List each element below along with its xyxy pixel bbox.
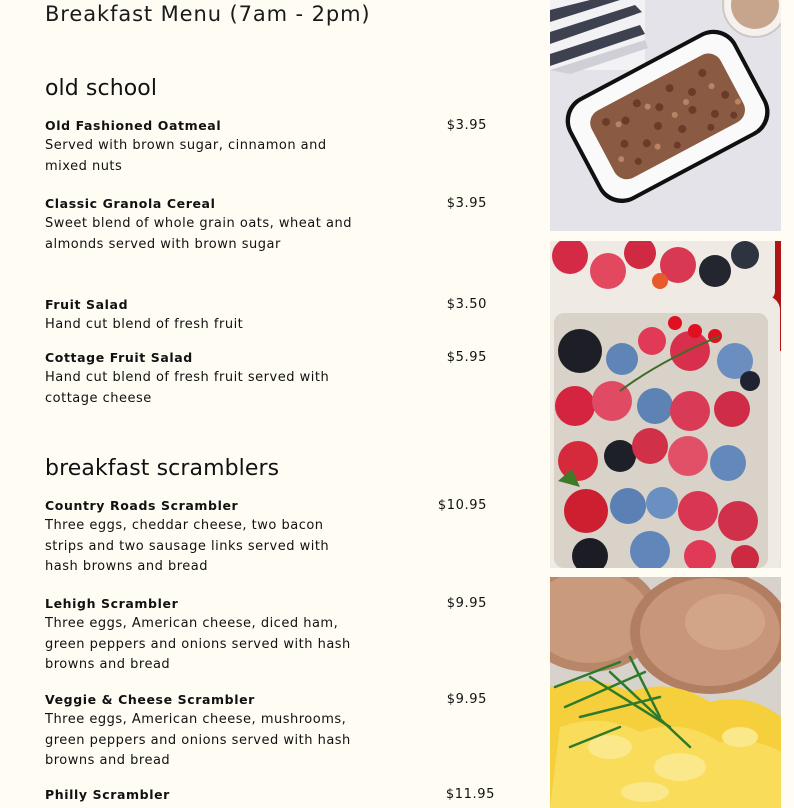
item-name: Fruit Salad: [45, 297, 129, 312]
item-description: Three eggs, American cheese, diced ham, green peppers and onions served with hash browns and bread: [45, 616, 351, 672]
item-name: Old Fashioned Oatmeal: [45, 118, 222, 133]
menu-title: Breakfast Menu (7am - 2pm): [45, 2, 371, 26]
item-name: Lehigh Scrambler: [45, 596, 179, 611]
berries-photo: [550, 241, 781, 568]
menu-item: [45, 118, 505, 177]
scrambled-eggs-photo: [550, 577, 781, 808]
item-description: Served with brown sugar, cinnamon and mixed nuts: [45, 138, 327, 174]
item-name: Classic Granola Cereal: [45, 196, 216, 211]
section-title-old-school: old school: [45, 76, 158, 101]
item-price: $3.95: [446, 196, 487, 211]
item-description: Sweet blend of whole grain oats, wheat and almonds served with brown sugar: [45, 216, 352, 252]
item-price: $11.95: [445, 787, 495, 802]
menu-item: [45, 692, 505, 772]
menu-item: [45, 196, 505, 255]
item-description: Hand cut blend of fresh fruit: [45, 317, 244, 332]
item-price: $3.95: [446, 118, 487, 133]
menu-item: [45, 350, 505, 409]
menu-item: [45, 297, 505, 336]
item-price: $9.95: [446, 596, 487, 611]
item-name: Country Roads Scrambler: [45, 498, 239, 513]
item-price: $9.95: [446, 692, 487, 707]
item-name: Cottage Fruit Salad: [45, 350, 193, 365]
menu-item: [45, 498, 505, 578]
item-price: $10.95: [437, 498, 487, 513]
granola-dish-photo: [550, 0, 781, 231]
section-title-breakfast-scramblers: breakfast scramblers: [45, 456, 280, 481]
item-price: $5.95: [446, 350, 487, 365]
item-description: Three eggs, cheddar cheese, two bacon strips and two sausage links served with hash browns and bread: [45, 518, 330, 574]
item-description: Hand cut blend of fresh fruit served with cottage cheese: [45, 370, 330, 406]
menu-item: [45, 787, 505, 803]
item-name: Veggie & Cheese Scrambler: [45, 692, 255, 707]
menu-item: [45, 596, 505, 676]
item-description: Three eggs, American cheese, mushrooms, green peppers and onions served with hash browns and bread: [45, 712, 351, 768]
item-name: Philly Scrambler: [45, 787, 170, 802]
item-price: $3.50: [446, 297, 487, 312]
